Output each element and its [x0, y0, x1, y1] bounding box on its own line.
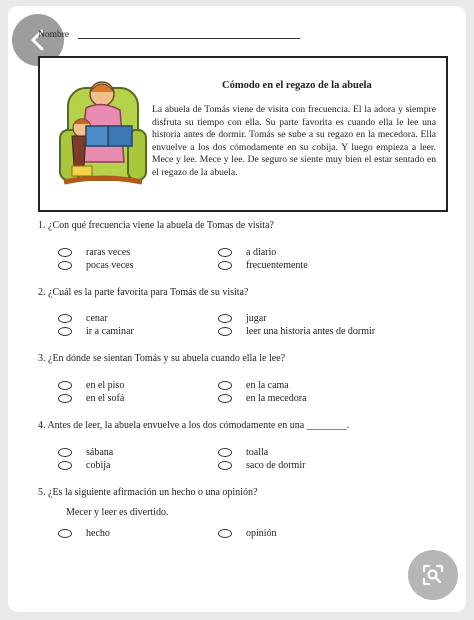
answer-option[interactable]: leer una historia antes de dormir: [218, 326, 375, 337]
visual-search-button[interactable]: [408, 550, 458, 600]
answer-option[interactable]: cobija: [58, 460, 110, 471]
answer-option[interactable]: a diario: [218, 247, 276, 258]
name-field-line: [78, 38, 300, 39]
answer-option[interactable]: saco de dormir: [218, 460, 305, 471]
radio-bubble[interactable]: [218, 461, 232, 470]
radio-bubble[interactable]: [218, 261, 232, 270]
radio-bubble[interactable]: [58, 529, 72, 538]
radio-bubble[interactable]: [218, 248, 232, 257]
story-title: Cómodo en el regazo de la abuela: [222, 80, 372, 91]
answer-option[interactable]: toalla: [218, 447, 268, 458]
radio-bubble[interactable]: [218, 381, 232, 390]
answer-option[interactable]: pocas veces: [58, 260, 133, 271]
radio-bubble[interactable]: [58, 327, 72, 336]
question-1: 1. ¿Con qué frecuencia viene la abuela de Tomas de visita?: [38, 220, 274, 231]
answer-option[interactable]: ir a caminar: [58, 326, 134, 337]
radio-bubble[interactable]: [218, 394, 232, 403]
question-2: 2. ¿Cuál es la parte favorita para Tomás de su visita?: [38, 287, 249, 298]
radio-bubble[interactable]: [218, 529, 232, 538]
radio-bubble[interactable]: [58, 448, 72, 457]
radio-bubble[interactable]: [58, 248, 72, 257]
story-text: La abuela de Tomás viene de visita con frecuencia. El la adora y siempre disfruta su tiempo con ella. Su parte favorita es cuando ella le lee una historia antes de dormir. Tomás se sube a su regazo en la mecedora. Ella envuelve a los dos cómodamente en su cobija. Y luego empieza a leer. Mece y lee. Mece y lee. De seguro se siente muy bien el estar sentado en el regazo de la abuela.: [152, 104, 436, 178]
radio-bubble[interactable]: [218, 314, 232, 323]
answer-option[interactable]: en el sofá: [58, 393, 124, 404]
radio-bubble[interactable]: [58, 461, 72, 470]
answer-option[interactable]: opinión: [218, 528, 277, 539]
visual-search-icon: [421, 563, 445, 587]
answer-option[interactable]: sábana: [58, 447, 113, 458]
answer-option[interactable]: en la mecedora: [218, 393, 307, 404]
question-3: 3. ¿En dónde se sientan Tomás y su abuela cuando ella le lee?: [38, 353, 286, 364]
answer-option[interactable]: hecho: [58, 528, 110, 539]
radio-bubble[interactable]: [58, 394, 72, 403]
question-5: 5. ¿Es la siguiente afirmación un hecho o una opinión?: [38, 487, 258, 498]
radio-bubble[interactable]: [218, 448, 232, 457]
radio-bubble[interactable]: [218, 327, 232, 336]
answer-option[interactable]: en la cama: [218, 380, 289, 391]
question-4: 4. Antes de leer, la abuela envuelve a los dos cómodamente en una ________.: [38, 420, 350, 431]
answer-option[interactable]: jugar: [218, 313, 267, 324]
radio-bubble[interactable]: [58, 381, 72, 390]
answer-option[interactable]: raras veces: [58, 247, 130, 258]
grandmother-reading-illustration: [50, 70, 150, 195]
radio-bubble[interactable]: [58, 314, 72, 323]
answer-option[interactable]: en el piso: [58, 380, 124, 391]
radio-bubble[interactable]: [58, 261, 72, 270]
name-label: Nombre: [38, 30, 70, 40]
answer-option[interactable]: cenar: [58, 313, 108, 324]
answer-option[interactable]: frecuentemente: [218, 260, 308, 271]
statement-text: Mecer y leer es divertido.: [66, 507, 169, 518]
